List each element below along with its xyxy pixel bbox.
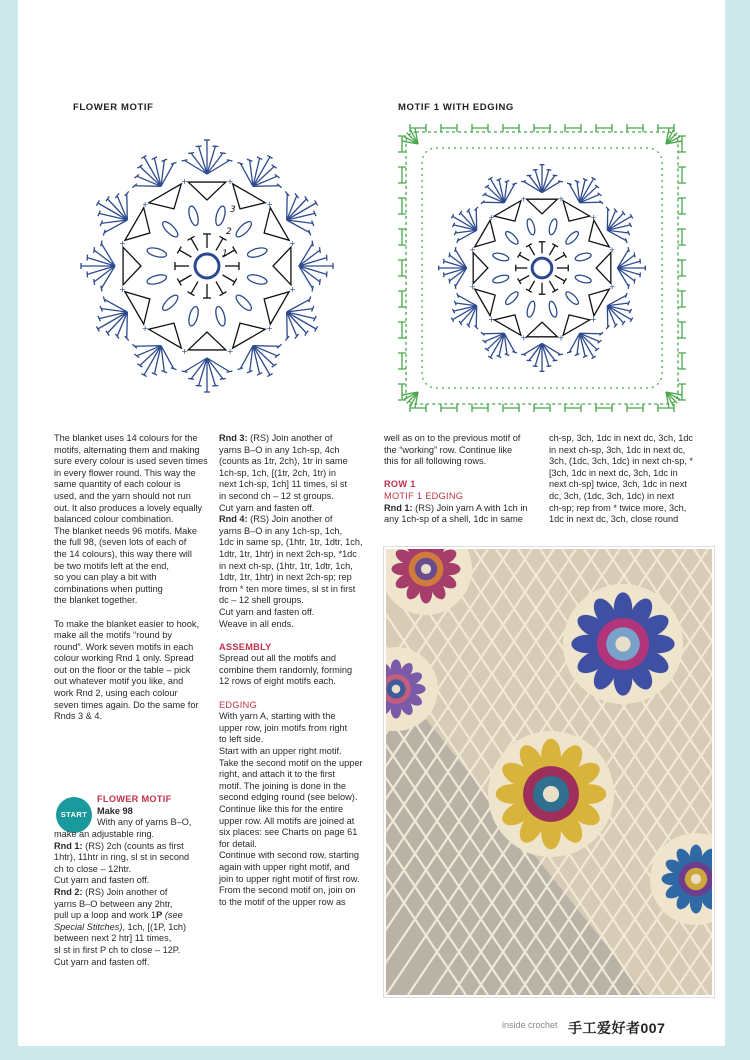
shell-bar: [625, 238, 627, 243]
puff-stitch: [214, 306, 227, 327]
photo-flower-motif: [563, 584, 683, 704]
shell-bar: [527, 360, 532, 361]
shell-stitch: [287, 194, 288, 220]
tr-v-group: [264, 208, 289, 241]
shell-stitch: [299, 250, 320, 266]
shell-stitch: [94, 266, 115, 282]
dc-mark: +: [557, 194, 565, 204]
puff-stitch: [504, 290, 520, 306]
flower-hole: [543, 786, 559, 802]
tr-v-group: [149, 184, 182, 209]
tr-v-group: [563, 315, 590, 335]
blanket-photo: [384, 547, 714, 997]
shell-bar: [454, 301, 456, 306]
puff-stitch: [492, 274, 510, 285]
puff-stitch: [187, 205, 200, 226]
flower-motif-symbols: [439, 165, 646, 372]
ring-inner: [535, 261, 550, 276]
tr-v-group: [188, 332, 226, 350]
edging-stitch: [472, 124, 488, 132]
shell-bar: [457, 238, 459, 243]
edging-text: With yarn A, starting with the upper row, join motifs from right to left side. Start with an upper right motif. Take the second motif on the upper right, and attach it to the first motif. The joining is done in the second edging round (see below). Continue like this for the entire upper row. All motifs are joined at six places: see Charts on page 61 for detail. Continue with second row, starting again with upper right motif, and join to upper right motif of first row. From the second motif on, join on to the motif of the upper row as: [219, 711, 363, 907]
rnd4-text: Rnd 4: (RS) Join another of yarns B–O in any 1ch-sp, 1ch, 1dc in same sp, (1htr, 1tr, 1dtr, 1ch, 1dtr, 1tr, 1htr) in next 2ch-sp, *1dc in next ch-sp, (1htr, 1tr, 1dtr, 1ch, 1dtr, 1tr, 1htr) in next 2ch-sp; rep from * ten more times, sl st in first dc – 12 shell groups. Cut yarn and fasten off. Weave in all ends.: [219, 514, 363, 629]
edging-stitch: [398, 322, 406, 338]
round-number-label: 3: [230, 205, 236, 215]
dc-mark: +: [118, 239, 126, 249]
tr-v-group: [596, 253, 611, 284]
edging-stitch: [472, 404, 488, 412]
puff-stitch: [548, 218, 559, 236]
dc-mark: +: [520, 333, 528, 343]
edging-stitch: [441, 404, 457, 412]
shell-stitch: [99, 213, 127, 220]
htr-bar: [177, 279, 181, 286]
shell-stitch: [580, 333, 594, 357]
shell-stitch: [453, 216, 477, 230]
htr-bar: [188, 236, 195, 240]
tr-v-group: [188, 182, 226, 200]
shell-bar: [220, 378, 226, 379]
shell-bar: [237, 162, 243, 164]
flower-motif-rounds: make an adjustable ring. Rnd 1: (RS) 2ch (counts as first 1htr), 11htr in ring, sl st in second ch to close – 12htr. Cut yarn and fasten off. Rnd 2: (RS) Join another of yarns B–O between any 2htr, pull up a loop and work 1P (see Special Stitches), 1ch, [(1P, 1ch) between next 2 htr] 11 times, sl st in first P ch to close – 12P. Cut yarn and fasten off.: [54, 829, 219, 968]
shell-bar: [171, 368, 177, 370]
flower-hole: [421, 564, 431, 574]
shell-bar: [553, 175, 558, 176]
shell-stitch: [453, 306, 477, 320]
assembly-text: Spread out all the motifs and combine them randomly, forming 12 rows of eight motifs each.: [219, 653, 353, 687]
tr-v-group: [563, 201, 590, 221]
shell-stitch: [191, 358, 207, 379]
edging-stitch: [678, 353, 686, 369]
tr-v-group: [589, 220, 609, 247]
tr-v-group: [475, 289, 495, 316]
row1-rnd1-continued: ch-sp, 3ch, 1dc in next dc, 3ch, 1dc in next ch-sp, 3ch, 1dc in next dc, 3ch, (1dc, 3ch, 1dc) in next ch-sp, * [3ch, 1dc in next dc, 3ch, 1dc in next ch-sp] twice, 3ch, 1dc in next dc, 3ch, (1dc, 3ch, 1dc) in next ch-sp; rep from * twice more, 3ch, 1dc in next dc, 3ch, close round: [549, 433, 694, 525]
shell-stitch: [287, 312, 288, 338]
shell-bar: [94, 247, 95, 253]
shell-bar: [101, 286, 102, 292]
puff-stitch: [564, 230, 580, 246]
htr-stitch: [519, 255, 529, 261]
edging-stitch: [398, 384, 406, 400]
shell-stitch: [144, 157, 161, 186]
shell-bar: [449, 253, 450, 258]
htr-bar: [188, 292, 195, 296]
edging-stitch: [398, 353, 406, 369]
shell-stitch: [127, 194, 128, 220]
motif-edging-chart: [392, 118, 692, 418]
htr-stitch: [223, 275, 235, 282]
round-number-label: 1: [222, 249, 228, 259]
edging-stitch: [503, 404, 519, 412]
edging-stitch: [398, 229, 406, 245]
puff-stitch: [247, 273, 268, 286]
edging-stitch: [658, 404, 674, 412]
shell-bar: [182, 160, 188, 161]
shell-bar: [505, 354, 510, 356]
rnd2-text: Rnd 2: (RS) Join another of yarns B–O between any 2htr, pull up a loop and work 1P (see Special Stitches), 1ch, [(1P, 1ch) between next 2 htr] 11 times, sl st in first P ch to close – 12P. Cut yarn and fasten off.: [54, 886, 187, 967]
htr-stitch: [191, 282, 198, 294]
shell-stitch: [191, 153, 207, 174]
shell-stitch: [144, 346, 161, 375]
shell-stitch: [607, 216, 631, 230]
flower-hole: [392, 685, 401, 694]
flower-motif-symbols: [81, 140, 333, 392]
dc-mark: +: [557, 333, 565, 343]
shell-stitch: [253, 346, 274, 366]
shell-stitch: [108, 312, 128, 333]
shell-bar: [634, 253, 635, 258]
htr-stitch: [555, 275, 565, 281]
assembly-heading: ASSEMBLY: [219, 641, 272, 652]
edging-stitch: [410, 124, 426, 132]
htr-stitch: [179, 275, 191, 282]
shell-stitch: [154, 158, 161, 186]
shell-bar: [319, 247, 320, 253]
dc-mark: +: [266, 199, 273, 209]
edging-stitch: [398, 136, 406, 152]
dc-mark: +: [590, 212, 597, 222]
flower-motif-heading-block: FLOWER MOTIF Make 98 With any of yarns B–O,: [97, 794, 222, 829]
ring-outline: [195, 254, 219, 278]
dc-mark: +: [520, 194, 528, 204]
shell-stitch: [140, 346, 161, 366]
puff-stitch: [247, 246, 268, 259]
edging-stitch: [678, 291, 686, 307]
tr-v-group: [149, 323, 182, 348]
shell-bar: [188, 378, 194, 379]
shell-stitch: [253, 158, 260, 186]
start-badge: START: [56, 797, 92, 833]
puff-stitch: [526, 300, 537, 318]
htr-stitch: [191, 238, 198, 250]
edging-stitch: [565, 124, 581, 132]
edging-stitch: [398, 198, 406, 214]
shell-stitch: [98, 312, 127, 329]
puff-stitch: [574, 274, 592, 285]
shell-stitch: [287, 312, 307, 333]
dc-mark: +: [469, 245, 477, 255]
dc-mark: +: [487, 212, 495, 222]
instructions-column-4: [549, 433, 709, 526]
dc-mark: +: [289, 239, 296, 249]
shell-stitch: [135, 346, 161, 347]
row1-rnd1-text: Rnd 1: (RS) Join yarn A with 1ch in any 1ch-sp of a shell, 1dc in same: [384, 502, 528, 525]
htr-stitch: [529, 281, 535, 291]
page-border-bottom: [0, 1046, 750, 1060]
edging-stitch: [627, 404, 643, 412]
puff-stitch: [234, 219, 254, 239]
tr-v-group: [473, 253, 488, 284]
shell-stitch: [287, 312, 316, 329]
shell-stitch: [299, 266, 320, 282]
dc-mark: +: [289, 284, 296, 294]
edging-stitch: [678, 136, 686, 152]
puff-stitch: [234, 293, 254, 313]
htr-stitch: [529, 245, 535, 255]
shell-bar: [634, 279, 635, 284]
shell-stitch: [108, 199, 128, 220]
instructions-column-2: [219, 433, 379, 908]
shell-bar: [505, 180, 510, 182]
shell-stitch: [287, 213, 315, 220]
flower-motif-chart-title: FLOWER MOTIF: [73, 102, 154, 113]
puff-stitch: [146, 246, 167, 259]
shell-stitch: [253, 157, 270, 186]
shell-bar: [188, 153, 194, 154]
htr-stitch: [549, 281, 555, 291]
shell-bar: [527, 175, 532, 176]
watermark-source: inside crochet: [502, 1020, 558, 1030]
tr-v-group: [527, 322, 558, 337]
puff-stitch: [160, 293, 180, 313]
puff-stitch: [548, 300, 559, 318]
edging-stitch: [596, 404, 612, 412]
tr-v-group: [125, 208, 150, 241]
dc-mark: +: [118, 284, 126, 294]
round-number-label: 2: [226, 227, 232, 237]
flower-hole: [691, 874, 701, 884]
shell-bar: [512, 351, 517, 353]
shell-stitch: [127, 312, 128, 338]
htr-stitch: [519, 275, 529, 281]
flower-hole: [615, 636, 630, 651]
shell-bar: [567, 351, 572, 353]
shell-bar: [227, 371, 233, 372]
shell-bar: [575, 354, 580, 356]
dc-mark: +: [141, 324, 149, 334]
rnd1-text: Rnd 1: (RS) 2ch (counts as first 1htr), 11htr in ring, sl st in second ch to close – 12htr. Cut yarn and fasten off.: [54, 840, 190, 886]
puff-stitch: [526, 218, 537, 236]
shell-stitch: [287, 312, 315, 319]
shell-stitch: [94, 250, 115, 266]
shell-bar: [237, 368, 243, 370]
htr-bar: [220, 292, 227, 296]
edging-stitch: [596, 124, 612, 132]
puff-stitch: [146, 273, 167, 286]
round-by-round-paragraph: To make the blanket easier to hook, make all the motifs “round by round”. Work seven motifs in each colour working Rnd 1 only. Spread out on the floor or the table – pick out whatever motif you like, and work Rnd 2, using each colour seven times again. Do the same for Rnds 3 & 4.: [54, 618, 200, 722]
shell-bar: [312, 286, 313, 292]
intro-paragraph: The blanket uses 14 colours for the motifs, alternating them and making sure every colour is used seven times in every flower round. This way the same quantity of each colour is used, and the yarn should not run out. It also produces a lovely equally balanced colour combination. The blanket needs 96 motifs. Make the full 98, (seven lots of each of the 14 colours), this way there will be two motifs left at the end, so you can play a bit with combinations when putting the blanket together.: [54, 433, 208, 606]
flower-motif-heading: FLOWER MOTIF: [97, 794, 172, 804]
tr-v-group: [233, 323, 266, 348]
dc-mark: +: [226, 347, 234, 357]
shell-bar: [103, 230, 105, 236]
shell-bar: [171, 162, 177, 164]
edging-heading: EDGING: [219, 699, 258, 710]
shell-bar: [220, 153, 226, 154]
shell-bar: [512, 183, 517, 185]
shell-bar: [103, 296, 105, 302]
edging-stitch: [398, 167, 406, 183]
shell-bar: [309, 230, 311, 236]
rnd3-text: Rnd 3: (RS) Join another of yarns B–O in any 1ch-sp, 4ch (counts as 1tr, 2ch), 1tr in same 1ch-sp, 1ch, [(1tr, 2ch, 1tr) in next 1ch-sp, 1ch] 11 times, sl st in second ch – 12 st groups. Cut yarn and fasten off.: [219, 433, 348, 513]
shell-bar: [309, 296, 311, 302]
dc-mark: +: [266, 324, 273, 334]
htr-stitch: [549, 245, 555, 255]
shell-stitch: [135, 186, 161, 187]
shell-stitch: [207, 358, 223, 379]
tr-v-group: [589, 289, 609, 316]
make-count: Make 98: [97, 805, 133, 816]
shell-bar: [553, 360, 558, 361]
htr-stitch: [555, 255, 565, 261]
edging-stitch: [410, 404, 426, 412]
shell-stitch: [253, 167, 274, 187]
edging-stitch: [534, 124, 550, 132]
shell-stitch: [253, 346, 270, 375]
flower-motif-chart: [62, 118, 352, 418]
edging-stitch: [565, 404, 581, 412]
shell-bar: [319, 279, 320, 285]
edging-stitch: [398, 291, 406, 307]
page-border-right: [725, 0, 750, 1060]
shell-bar: [575, 180, 580, 182]
edging-stitch: [503, 124, 519, 132]
shell-bar: [312, 241, 313, 247]
puff-stitch: [504, 230, 520, 246]
shell-bar: [94, 279, 95, 285]
edging-stitch: [678, 229, 686, 245]
shell-stitch: [490, 333, 504, 357]
shell-bar: [628, 231, 630, 236]
htr-stitch: [179, 250, 191, 257]
shell-bar: [454, 231, 456, 236]
edging-stitch: [678, 167, 686, 183]
htr-stitch: [216, 282, 223, 294]
dc-mark: +: [141, 199, 149, 209]
shell-bar: [449, 279, 450, 284]
tr-v-group: [125, 292, 150, 325]
dc-mark: +: [590, 315, 597, 325]
shell-stitch: [99, 312, 127, 319]
htr-bar: [233, 279, 237, 286]
tr-v-group: [123, 247, 141, 285]
edging-stitch: [678, 198, 686, 214]
instructions-column-1: [54, 433, 214, 723]
shell-stitch: [140, 167, 161, 187]
shell-bar: [227, 160, 233, 161]
shell-stitch: [253, 346, 260, 374]
tr-v-group: [264, 292, 289, 325]
dc-mark: +: [608, 282, 616, 292]
continuation-text: well as on to the previous motif of the “working” row. Continue like this for all following rows.: [384, 433, 521, 467]
edging-stitch: [627, 124, 643, 132]
shell-bar: [628, 301, 630, 306]
puff-stitch: [187, 306, 200, 327]
edging-stitch: [678, 260, 686, 276]
motif-edging-chart-title: MOTIF 1 WITH EDGING: [398, 102, 514, 113]
shell-stitch: [98, 203, 127, 220]
watermark: 手工爱好者007: [568, 1020, 666, 1036]
puff-stitch: [214, 205, 227, 226]
shell-bar: [457, 293, 459, 298]
shell-stitch: [490, 179, 504, 203]
shell-stitch: [207, 153, 223, 174]
tr-v-group: [475, 220, 495, 247]
ring-inner: [198, 257, 216, 275]
dc-mark: +: [226, 176, 234, 186]
shell-bar: [625, 293, 627, 298]
puff-stitch: [160, 219, 180, 239]
htr-bar: [233, 247, 237, 254]
dc-mark: +: [487, 315, 495, 325]
tr-v-group: [527, 199, 558, 214]
tr-v-group: [273, 247, 291, 285]
shell-stitch: [253, 346, 279, 347]
puff-stitch: [492, 252, 510, 263]
shell-stitch: [580, 179, 594, 203]
dc-mark: +: [469, 282, 477, 292]
instructions-column-3: [384, 433, 544, 526]
shell-stitch: [287, 199, 307, 220]
edging-stitch: [678, 384, 686, 400]
shell-stitch: [607, 306, 631, 320]
tr-v-group: [494, 201, 521, 221]
edging-stitch: [534, 404, 550, 412]
shell-stitch: [253, 186, 279, 187]
shell-bar: [182, 371, 188, 372]
dc-mark: +: [181, 347, 188, 357]
shell-bar: [101, 241, 102, 247]
row1-heading: ROW 1: [384, 479, 416, 490]
htr-bar: [177, 247, 181, 254]
edging-stitch: [441, 124, 457, 132]
shell-bar: [567, 183, 572, 185]
tr-v-group: [233, 184, 266, 209]
shell-stitch: [154, 346, 161, 374]
puff-stitch: [574, 252, 592, 263]
puff-stitch: [564, 290, 580, 306]
edging-stitch: [398, 260, 406, 276]
edging-stitch: [658, 124, 674, 132]
edging-stitch: [678, 322, 686, 338]
dc-mark: +: [608, 245, 616, 255]
photo-flower-motif: [488, 731, 614, 857]
motif1-edging-subheading: MOTIF 1 EDGING: [384, 490, 464, 501]
dc-mark: +: [181, 176, 188, 186]
tr-v-group: [494, 315, 521, 335]
shell-stitch: [287, 203, 316, 220]
